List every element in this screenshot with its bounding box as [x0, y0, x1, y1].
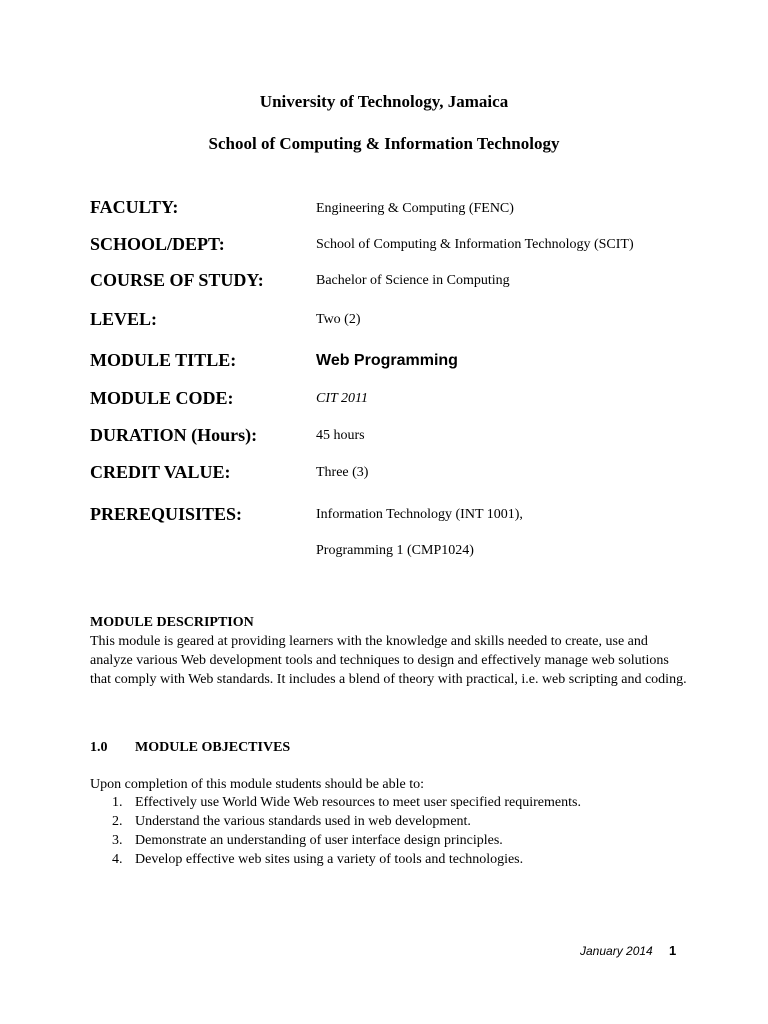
module-description-heading: MODULE DESCRIPTION [90, 615, 254, 630]
school-dept-value: School of Computing & Information Technology (SCIT) [316, 237, 634, 252]
faculty-value: Engineering & Computing (FENC) [316, 201, 514, 216]
objective-number: 1. [112, 795, 123, 810]
credit-value-value: Three (3) [316, 465, 369, 480]
objective-text: Develop effective web sites using a variety of tools and technologies. [135, 852, 524, 867]
school-title: School of Computing & Information Technology [208, 134, 560, 153]
university-title: University of Technology, Jamaica [259, 92, 509, 111]
credit-value-label: CREDIT VALUE: [90, 462, 231, 482]
objective-number: 4. [112, 852, 123, 867]
objective-text: Effectively use World Wide Web resources to meet user specified requirements. [135, 795, 581, 810]
objective-number: 3. [112, 833, 123, 848]
level-value: Two (2) [316, 312, 361, 327]
duration-label: DURATION (Hours): [90, 425, 258, 445]
footer-date: January 2014 [580, 944, 653, 958]
level-label: LEVEL: [90, 309, 158, 329]
module-title-label: MODULE TITLE: [90, 350, 237, 370]
module-code-label: MODULE CODE: [90, 388, 234, 408]
faculty-label: FACULTY: [90, 197, 179, 217]
prerequisites-value-1: Information Technology (INT 1001), [316, 507, 523, 522]
prerequisites-label: PREREQUISITES: [90, 504, 243, 524]
prerequisites-value-2: Programming 1 (CMP1024) [316, 543, 474, 558]
module-code-value: CIT 2011 [316, 391, 368, 406]
course-of-study-label: COURSE OF STUDY: [90, 270, 264, 290]
objective-text: Understand the various standards used in web development. [135, 814, 471, 829]
objectives-heading: MODULE OBJECTIVES [135, 740, 291, 755]
course-of-study-value: Bachelor of Science in Computing [316, 273, 510, 288]
objectives-number: 1.0 [90, 740, 108, 755]
module-description-text: This module is geared at providing learners with the knowledge and skills needed to create, use and analyze various Web development tools and techniques to design and effectively manage web solutions that comply with Web standards. It includes a blend of theory with practical, i.e. web scripting and coding. [90, 634, 687, 687]
duration-value: 45 hours [316, 428, 365, 443]
module-title-value: Web Programming [316, 352, 458, 369]
objectives-intro: Upon completion of this module students should be able to: [90, 777, 425, 792]
school-dept-label: SCHOOL/DEPT: [90, 234, 225, 254]
objective-number: 2. [112, 814, 123, 829]
page-number: 1 [669, 943, 677, 958]
objective-text: Demonstrate an understanding of user interface design principles. [135, 833, 503, 848]
